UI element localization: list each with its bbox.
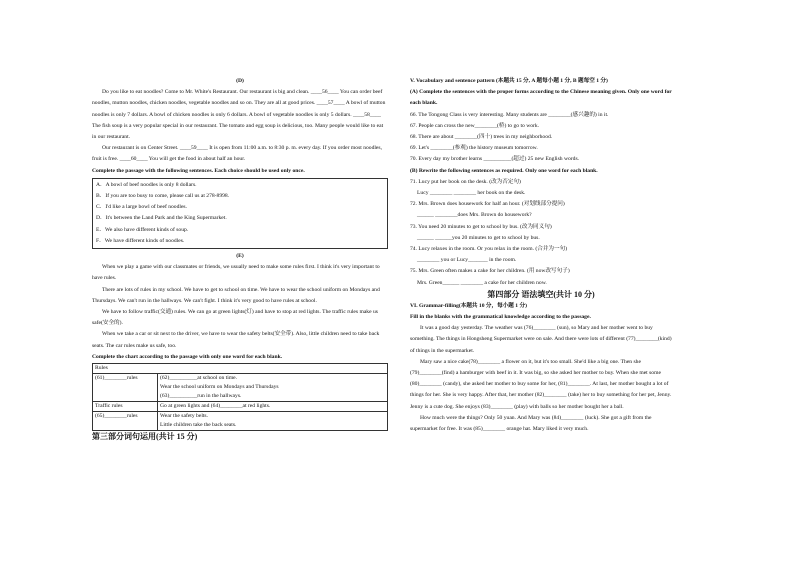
table-line: Wear the safety belts. xyxy=(160,413,209,420)
table-row xyxy=(93,402,388,412)
table-cell-label: (65)________rules xyxy=(93,412,158,431)
question-74: 74. Lucy relaxes in the room. Or you relax in the room. (合并为一句) xyxy=(410,246,568,253)
right-column xyxy=(410,76,672,435)
options-box xyxy=(92,178,388,249)
section-a-instruction: (A) Complete the sentences with the proper forms according to the Chinese meaning given. Only one word for each blank. xyxy=(410,89,672,107)
table-cell-content xyxy=(158,402,388,412)
passage-e-paragraph-3: We have to follow traffic(交通) rules. We can go at green lights(灯) and have to stop at red lights. The traffic rules make us safe(安全的). xyxy=(92,309,378,327)
grammar-paragraph-2: Mary saw a nice cake(78)________ a flower on it, but it's too small. She'd like a big one. Then she (79)________(find) a hamburger with beef in it. It was big, so she asked her mother to buy. When she met some (80)________ (candy), she asked her mother to buy some for her, (81)________. At last, her mother bought a lot of things for her. She is very happy. After that, her mother (82)________ (take) her to buy something for her pet, Jenny. Jenny is a cute dog. She enjoys (83)________ (play) with balls so her mother bought her a ball. xyxy=(410,358,672,410)
table-row xyxy=(93,374,388,402)
question-73: 73. You need 20 minutes to get to school by bus. (改为同义句) xyxy=(410,223,552,230)
part-3-heading: 第三部分词句运用(共计 15 分) xyxy=(92,432,198,442)
table-cell-content xyxy=(158,412,388,431)
answer-line-74: ________ you or Lucy_______ in the room. xyxy=(410,257,517,264)
table-cell-label: Traffic rules xyxy=(93,402,158,412)
part-4-heading: 第四部分 语法填空(共计 10 分) xyxy=(487,289,595,299)
option-e: E．We also have different kinds of soup. xyxy=(96,226,189,233)
section-b-instruction: (B) Rewrite the following sentences as required. Only one word for each blank. xyxy=(410,167,598,174)
table-cell-label: (61)________rules xyxy=(93,374,158,402)
grammar-paragraph-3: How much were the things? Only 50 yuan. And Mary was (84)________ (luck). She got a gift from the supermarket for free. It was (85)________ orange hat. Mary liked it very much. xyxy=(410,414,652,433)
table-line: Little children take the back seats. xyxy=(160,422,237,429)
answer-line-75: Mrs. Green______ ________ a cake for her children now. xyxy=(410,279,547,286)
passage-d-paragraph-2: Our restaurant is on Center Street. ____59____ It is open from 11:00 a.m. to 8:30 p. m. every day. If you order most noodles, fruit is free. ____60____ You will get the food in about half an hour. xyxy=(92,145,382,163)
passage-e-paragraph-1: When we play a game with our classmates or friends, we usually need to make some rules first. I think it's very important to have rules. xyxy=(92,264,380,282)
answer-line-73: ______ ______you 20 minutes to get to school by bus. xyxy=(410,234,540,241)
left-column xyxy=(92,76,388,443)
rules-table xyxy=(92,363,388,431)
question-72: 72. Mrs. Brown does housework for half an hour. (对划线部分提问) xyxy=(410,201,565,208)
question-69: 69. Let's ________(参观) the history museum tomorrow. xyxy=(410,145,538,152)
passage-e-paragraph-2: There are lots of rules in my school. We have to get to school on time. We have to wear the school uniform on Mondays and Thursdays. We can't run in the hallways. We can't fight. I think it's very good to have rules at school. xyxy=(92,286,380,304)
question-66: 66. The Tongong Class is very interesting. Many students are ________(感兴趣的) in it. xyxy=(410,111,609,118)
passage-e-title: (E) xyxy=(236,253,244,260)
passage-d-title: (D) xyxy=(236,78,244,84)
question-68: 68. There are about ________(四十) trees in my neighborhood. xyxy=(410,134,553,141)
passage-d-instruction: Complete the passage with the following sentences. Each choice should be used only once. xyxy=(92,167,305,174)
table-row xyxy=(93,412,388,431)
table-line: Go at green lights and (64)________at red lights. xyxy=(160,403,271,410)
question-75: 75. Mrs. Green often makes a cake for her children. (用 now改写句子) xyxy=(410,268,570,275)
table-row xyxy=(93,364,388,374)
question-71: 71. Lucy put her book on the desk. (改为否定句) xyxy=(410,178,521,185)
grammar-paragraph-1: It was a good day yesterday. The weather was (76)________ (sun), so Mary and her mother went to buy something. The things in Hongsheng Supermarket were on sale. And there were lots of different (77)________(kind) of things in the supermarket. xyxy=(410,325,672,354)
section-v-heading: V. Vocabulary and sentence pattern (本题共 15 分, A 题每小题 1 分, B 题每空 1 分) xyxy=(410,78,608,84)
option-d: D．It's between the Land Park and the King Supermarket. xyxy=(96,215,227,222)
table-line: Wear the school uniform on Mondays and Thursdays xyxy=(160,384,279,391)
option-c: C．I'd like a large bowl of beef noodles. xyxy=(96,204,188,211)
option-f: F．We have different kinds of noodles. xyxy=(96,237,185,244)
section-vi-instruction: Fill in the blanks with the grammatical knowledge according to the passage. xyxy=(410,314,591,321)
answer-line-72: ______ ________does Mrs. Brown do housework? xyxy=(410,212,532,219)
question-67: 67. People can cross the new________(桥) to go to work. xyxy=(410,122,540,129)
option-b: B．If you are too busy to come, please call us at 278-8998. xyxy=(96,193,230,200)
table-line: (63)__________run in the hallways. xyxy=(160,393,242,400)
answer-line-71: Lucy ________ ________ her book on the desk. xyxy=(410,190,526,197)
passage-e-instruction: Complete the chart according to the passage with only one word for each blank. xyxy=(92,353,283,360)
table-cell-content xyxy=(158,374,388,402)
option-a: A．A bowl of beef noodles is only 8 dollars. xyxy=(96,181,197,188)
table-line: (62)__________at school on time. xyxy=(160,375,238,382)
passage-e-paragraph-4: When we take a car or sit next to the driver, we have to wear the safety belts(安全带). Also, little children need to take back seats. The car rules make us safe, too. xyxy=(92,331,380,349)
passage-d-paragraph-1: Do you like to eat noodles? Come to Mr. White's Restaurant. Our restaurant is big and clean. ____56____ You can order beef noodles, mutton noodles, chicken noodles, vegetable noodles and so on. They are all at good prices. ____57____ A bowl of mutton noodles is only 7 dollars. A bowl of chicken noodles is only 6 dollars. A bowl of vegetable noodles is only 5 dollars. ____58____ The fish soup is a very popular special in our restaurant. The tomato and egg soup is delicious, too. Many people would like to eat in our restaurant. xyxy=(92,89,386,141)
table-header: Rules xyxy=(93,364,388,374)
question-70: 70. Every day my brother learns __________(超过) 25 new English words. xyxy=(410,156,580,163)
section-vi-heading: VI. Grammar-filling(本题共 10 分，每小题 1 分) xyxy=(410,302,527,309)
